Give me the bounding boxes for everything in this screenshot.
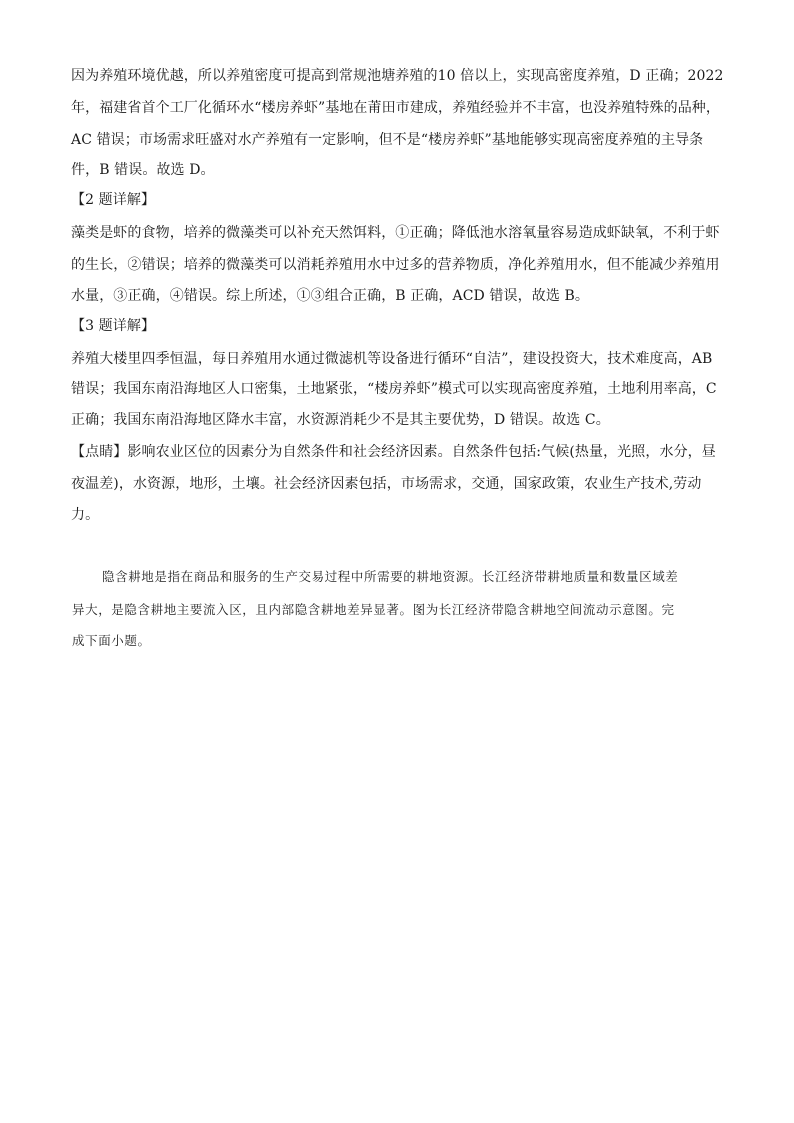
- q2-detail-line-1: 藻类是虾的食物，培养的微藻类可以补充天然饵料，①正确；降低池水溶氧量容易造成虾缺氧，不利于虾: [71, 225, 720, 241]
- question-intro-line-1: 隐含耕地是指在商品和服务的生产交易过程中所需要的耕地资源。长江经济带耕地质量和数量区域差: [102, 569, 679, 584]
- q2-detail-line-2: 的生长，②错误；培养的微藻类可以消耗养殖用水中过多的营养物质，净化养殖用水，但不能减少养殖用: [71, 257, 720, 273]
- q1-detail-line-2: 年，福建省首个工厂化循环水“楼房养虾”基地在莆田市建成，养殖经验并不丰富，也没养殖特殊的品种，: [71, 100, 721, 116]
- comment-line-1: 【点睛】影响农业区位的因素分为自然条件和社会经济因素。自然条件包括:气候(热量，光照，水分，昼: [71, 444, 716, 460]
- q2-detail-heading: 【2 题详解】: [71, 192, 156, 208]
- q1-detail-line-4: 件，B 错误。故选 D。: [71, 162, 215, 178]
- q2-detail-line-3: 水量，③正确，④错误。综上所述，①③组合正确，B 正确，ACD 错误，故选 B。: [71, 288, 589, 304]
- q3-detail-line-2: 错误；我国东南沿海地区人口密集，土地紧张，“楼房养虾”模式可以实现高密度养殖，土地利用率高，C: [71, 381, 717, 397]
- comment-line-2: 夜温差)，水资源，地形，土壤。社会经济因素包括，市场需求，交通，国家政策，农业生产技术,劳动: [71, 476, 702, 492]
- q3-detail-line-3: 正确；我国东南沿海地区降水丰富，水资源消耗少不是其主要优势，D 错误。故选 C。: [71, 412, 610, 428]
- q3-detail-line-1: 养殖大楼里四季恒温，每日养殖用水通过微滤机等设备进行循环“自洁”，建设投资大，技术难度高，AB: [71, 351, 713, 367]
- question-intro-line-3: 成下面小题。: [72, 633, 151, 648]
- question-intro-line-2: 异大，是隐含耕地主要流入区，且内部隐含耕地差异显著。图为长江经济带隐含耕地空间流动示意图。完: [72, 602, 675, 617]
- q1-detail-line-1: 因为养殖环境优越，所以养殖密度可提高到常规池塘养殖的10 倍以上，实现高密度养殖，D 正确；2022: [71, 68, 724, 84]
- q1-detail-line-3: AC 错误；市场需求旺盛对水产养殖有一定影响，但不是“楼房养虾”基地能够实现高密度养殖的主导条: [71, 132, 704, 148]
- q3-detail-heading: 【3 题详解】: [71, 318, 156, 334]
- comment-line-3: 力。: [71, 507, 100, 523]
